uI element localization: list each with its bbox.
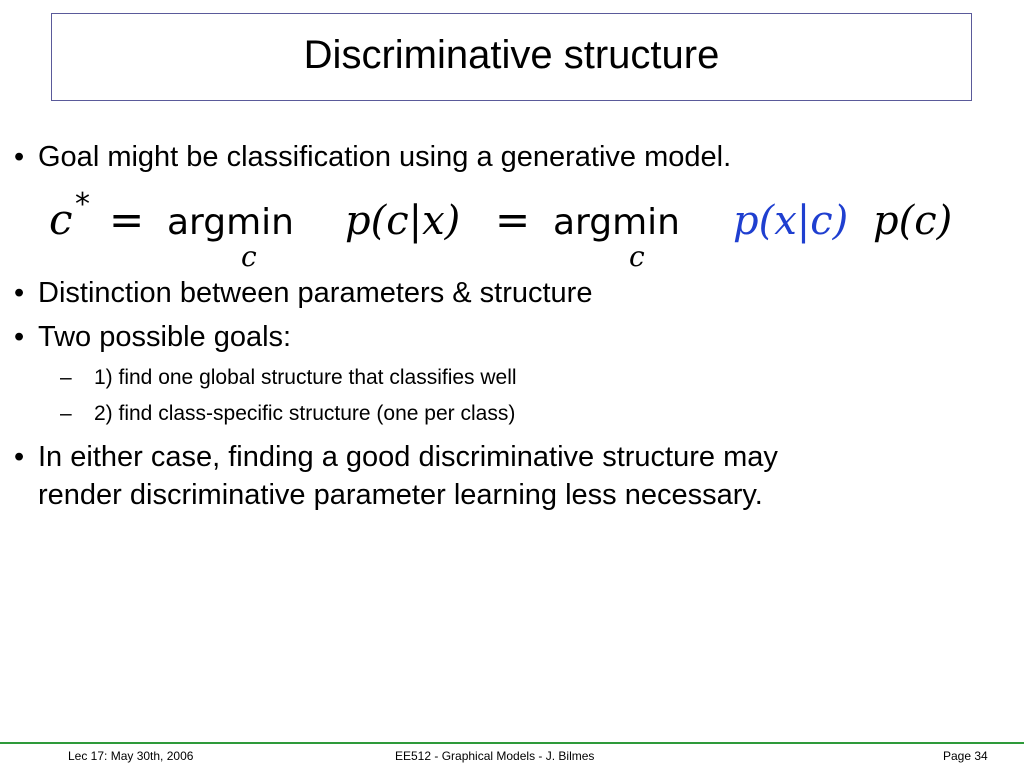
eq-argmin-1: argmin	[167, 202, 294, 243]
bullet-marker: •	[14, 277, 25, 309]
eq-equals-2: =	[495, 195, 531, 244]
sub-bullet-marker: –	[60, 366, 72, 389]
sub-bullet-text: 2) find class-specific structure (one per class)	[94, 402, 516, 425]
eq-term-posterior: p(c|x)	[345, 198, 461, 244]
eq-lhs-sup: *	[75, 188, 90, 222]
eq-lhs: c	[49, 195, 73, 244]
footer-date: Lec 17: May 30th, 2006	[68, 749, 194, 763]
bullet-text-line-2: render discriminative parameter learning less necessary.	[38, 479, 763, 511]
footer-course: EE512 - Graphical Models - J. Bilmes	[395, 749, 595, 763]
bullet-text: Two possible goals:	[38, 321, 292, 353]
bullet-text: Distinction between parameters & structure	[38, 277, 593, 309]
eq-term-likelihood: p(x|c)	[733, 198, 849, 244]
eq-term-prior: p(c)	[873, 198, 953, 244]
sub-bullet-marker: –	[60, 402, 72, 425]
bullet-text-line-1: In either case, finding a good discriminative structure may	[38, 441, 778, 473]
bullet-text: Goal might be classification using a generative model.	[38, 141, 732, 173]
footer-rule	[0, 742, 1024, 744]
bullet-marker: •	[14, 141, 25, 173]
eq-argmin-2-sub: c	[629, 240, 645, 273]
title-box	[51, 13, 972, 101]
eq-argmin-1-sub: c	[241, 240, 257, 273]
sub-bullet-text: 1) find one global structure that classifies well	[94, 366, 517, 389]
eq-argmin-2: argmin	[553, 202, 680, 243]
argmin-equation	[45, 188, 975, 274]
bullet-marker: •	[14, 441, 25, 473]
footer-page-number: Page 34	[943, 749, 988, 763]
eq-equals-1: =	[109, 195, 145, 244]
slide-title: Discriminative structure	[303, 33, 720, 77]
bullet-marker: •	[14, 321, 25, 353]
